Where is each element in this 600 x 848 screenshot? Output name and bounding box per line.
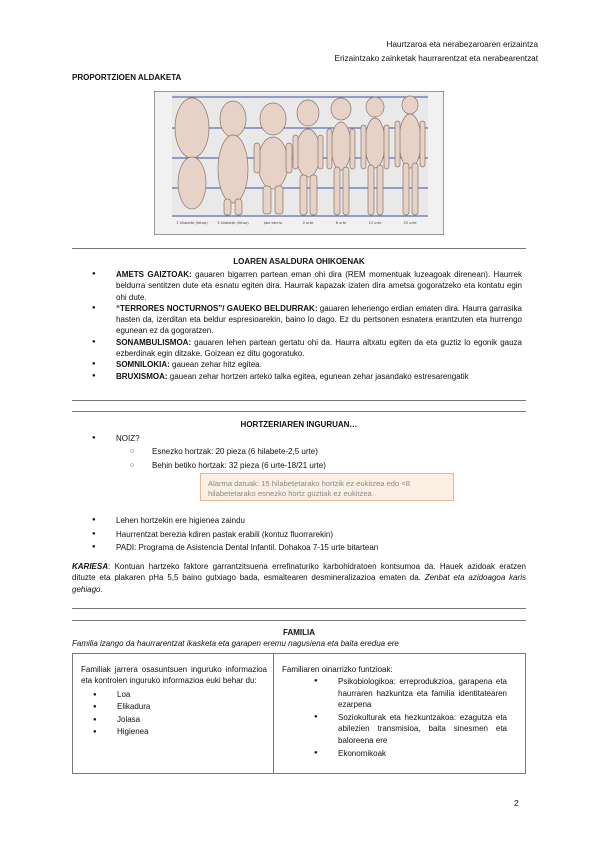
header-line-2: Erizaintzako zainketak haurrarentzat eta nerabearentzat bbox=[334, 54, 538, 63]
definition: gauaren lehenengo erdian ematen dira. Haurra garrasika hasten da, izerditan eta beldur espresioarekin, baino lo dago. Ez du pertsonen esnatera erantzuten eta hurrengo egunean ez da gogoratzen. bbox=[116, 303, 522, 336]
teeth-title: HORTZERIAREN INGURUAN… bbox=[240, 420, 358, 429]
list-item bbox=[93, 726, 273, 739]
term: SONAMBULISMOA: bbox=[116, 337, 192, 347]
caption-2-years: 2 urte bbox=[302, 221, 314, 225]
caption-12-years: 12 urte bbox=[368, 221, 382, 225]
list-item bbox=[314, 676, 507, 710]
permanent-teeth: Behin betiko hortzak: 32 pieza (6 urte-18/21 urte) bbox=[152, 461, 326, 471]
list-item bbox=[93, 701, 273, 714]
right-list bbox=[274, 675, 525, 759]
header-line-1: Haurtzaroa eta nerabezaroaren erizaintza bbox=[386, 40, 538, 49]
list-item bbox=[93, 689, 273, 702]
milk-teeth: Esnezko hortzak: 20 pieza (6 hilabete-2,5 urte) bbox=[152, 447, 318, 456]
right-intro: Familiaren oinarrizko funtzioak: bbox=[282, 665, 393, 674]
alarm-text: Alarma datuak: 15 hilabetetarako hortzik ez eukitzea edo <8 hilabetetarako esnezko hortz guztiak ez eukitzea bbox=[208, 479, 410, 498]
definition: gauean zehar hitz egitea. bbox=[169, 360, 262, 370]
caries-italic: Zenbat eta azidoagoa karis gehiago. bbox=[72, 573, 527, 594]
body-proportions-illustration bbox=[154, 91, 444, 235]
hygiene-text: Lehen hortzekin ere higienea zaindu bbox=[116, 516, 245, 525]
family-subtitle: Familia izango da haurrarentzat ikasketa eta garapen eremu nagusiena eta baita eredua ere bbox=[72, 639, 399, 648]
when-item bbox=[92, 433, 522, 444]
when-label: NOIZ? bbox=[116, 434, 140, 443]
toothpaste-text: Haurrentzat berezia kdiren pastak erabili (kontuz fluorrarekin) bbox=[116, 529, 333, 539]
caries-term: KARIESA bbox=[72, 562, 109, 571]
left-list bbox=[73, 687, 273, 739]
item-text: Elikadura bbox=[117, 702, 151, 712]
list-item bbox=[92, 359, 522, 370]
term: BRUXISMOA: bbox=[116, 371, 168, 381]
divider bbox=[72, 411, 526, 412]
proportions-title: PROPORTZIOEN ALDAKETA bbox=[72, 73, 182, 82]
term: SOMNILOKIA: bbox=[116, 360, 170, 370]
teeth-sub-list bbox=[130, 446, 520, 472]
list-item bbox=[92, 337, 522, 360]
proportions-figure bbox=[154, 91, 444, 235]
term: AMETS GAIZTOAK: bbox=[116, 270, 192, 279]
list-item bbox=[130, 446, 520, 457]
item-text: Psikobiologikoa: erreprodukzioa, garapena eta haurraren hazkuntza eta familia identitatearen ezarpena bbox=[338, 677, 507, 709]
list-item bbox=[314, 748, 507, 759]
definition: gauaren bigarren partean eman ohi dira (REM momentuak luzeagoak direnean). Haurrek beldurra sentitzen dute eta esnatu egiten dira. Haurrak kapazak izaten dira ametsa gogoratzeko eta kontatu egin ohi dute. bbox=[116, 270, 522, 302]
caption-2-months: 2 hilabete (fetua) bbox=[176, 221, 208, 225]
list-item bbox=[92, 371, 522, 382]
item-text: Higienea bbox=[117, 727, 149, 737]
item-text: Jolasa bbox=[117, 714, 141, 724]
item-text: Soziokulturak eta hezkuntzakoa: ezagutza eta abilezien transmisioa, baita sinesmen eta baloreena ere bbox=[338, 713, 507, 745]
sleep-title: LOAREN ASALDURA OHIKOENAK bbox=[233, 257, 365, 266]
term: “TERRORES NOCTURNOS”/ GAUEKO BELDURRAK: bbox=[116, 303, 318, 313]
list-item bbox=[130, 460, 520, 471]
definition: gauean zehar hortzen arteko talka egitea, egunean zehar jasandako estresarengatik bbox=[167, 371, 469, 381]
alarm-callout bbox=[200, 473, 454, 501]
caries-paragraph bbox=[72, 561, 526, 595]
list-item bbox=[92, 514, 522, 528]
family-title: FAMILIA bbox=[283, 628, 315, 637]
sleep-disorders-list bbox=[92, 269, 522, 382]
left-intro: Familiak jarrera osasuntsuen inguruko informazioa eta kontrolen inguruko informazioa euki behar du: bbox=[81, 665, 267, 686]
caries-text: : Kontuan hartzeko faktore garrantzitsuena errefinaturiko karbohidratoen kontsumoa da. Hauek azidoak eratzen dituzte eta plakaren pHa 5,5 baino gutxiago bada, esmaltearen desmineralizazioa ematen da. bbox=[72, 562, 526, 583]
list-item bbox=[92, 269, 522, 303]
page-number: 2 bbox=[514, 798, 519, 808]
family-table bbox=[72, 653, 526, 774]
caption-6-years: 6 urte bbox=[335, 221, 347, 225]
divider bbox=[72, 620, 526, 621]
definition: gauaren lehen partean gertatu ohi da. Haurra altxatu egiten da eta guztiz lo egonik gauza ezberdinak egin ditzake. Goizean ez ditu gogoratuko. bbox=[116, 337, 522, 359]
divider bbox=[72, 400, 526, 401]
padi-text: PADI: Programa de Asistencia Dental Infantil. Dohakoa 7-15 urte bitartean bbox=[116, 543, 379, 552]
list-item bbox=[93, 714, 273, 727]
list-item bbox=[92, 541, 522, 555]
item-text: Ekonomikoak bbox=[338, 749, 387, 759]
list-item bbox=[92, 528, 522, 542]
caption-25-years: 25 urte bbox=[403, 221, 417, 225]
list-item bbox=[314, 712, 507, 746]
caption-newborn: Jaio berria bbox=[263, 221, 283, 225]
divider bbox=[72, 608, 526, 609]
item-text: Loa bbox=[117, 689, 131, 699]
divider bbox=[72, 248, 526, 249]
family-left-cell bbox=[73, 654, 274, 773]
list-item bbox=[92, 303, 522, 337]
teeth-hygiene-list bbox=[92, 514, 522, 555]
teeth-when-list bbox=[92, 433, 522, 444]
family-right-cell bbox=[274, 654, 525, 773]
caption-5-months: 5 hilabete (fetua) bbox=[217, 221, 249, 225]
header bbox=[335, 38, 538, 66]
